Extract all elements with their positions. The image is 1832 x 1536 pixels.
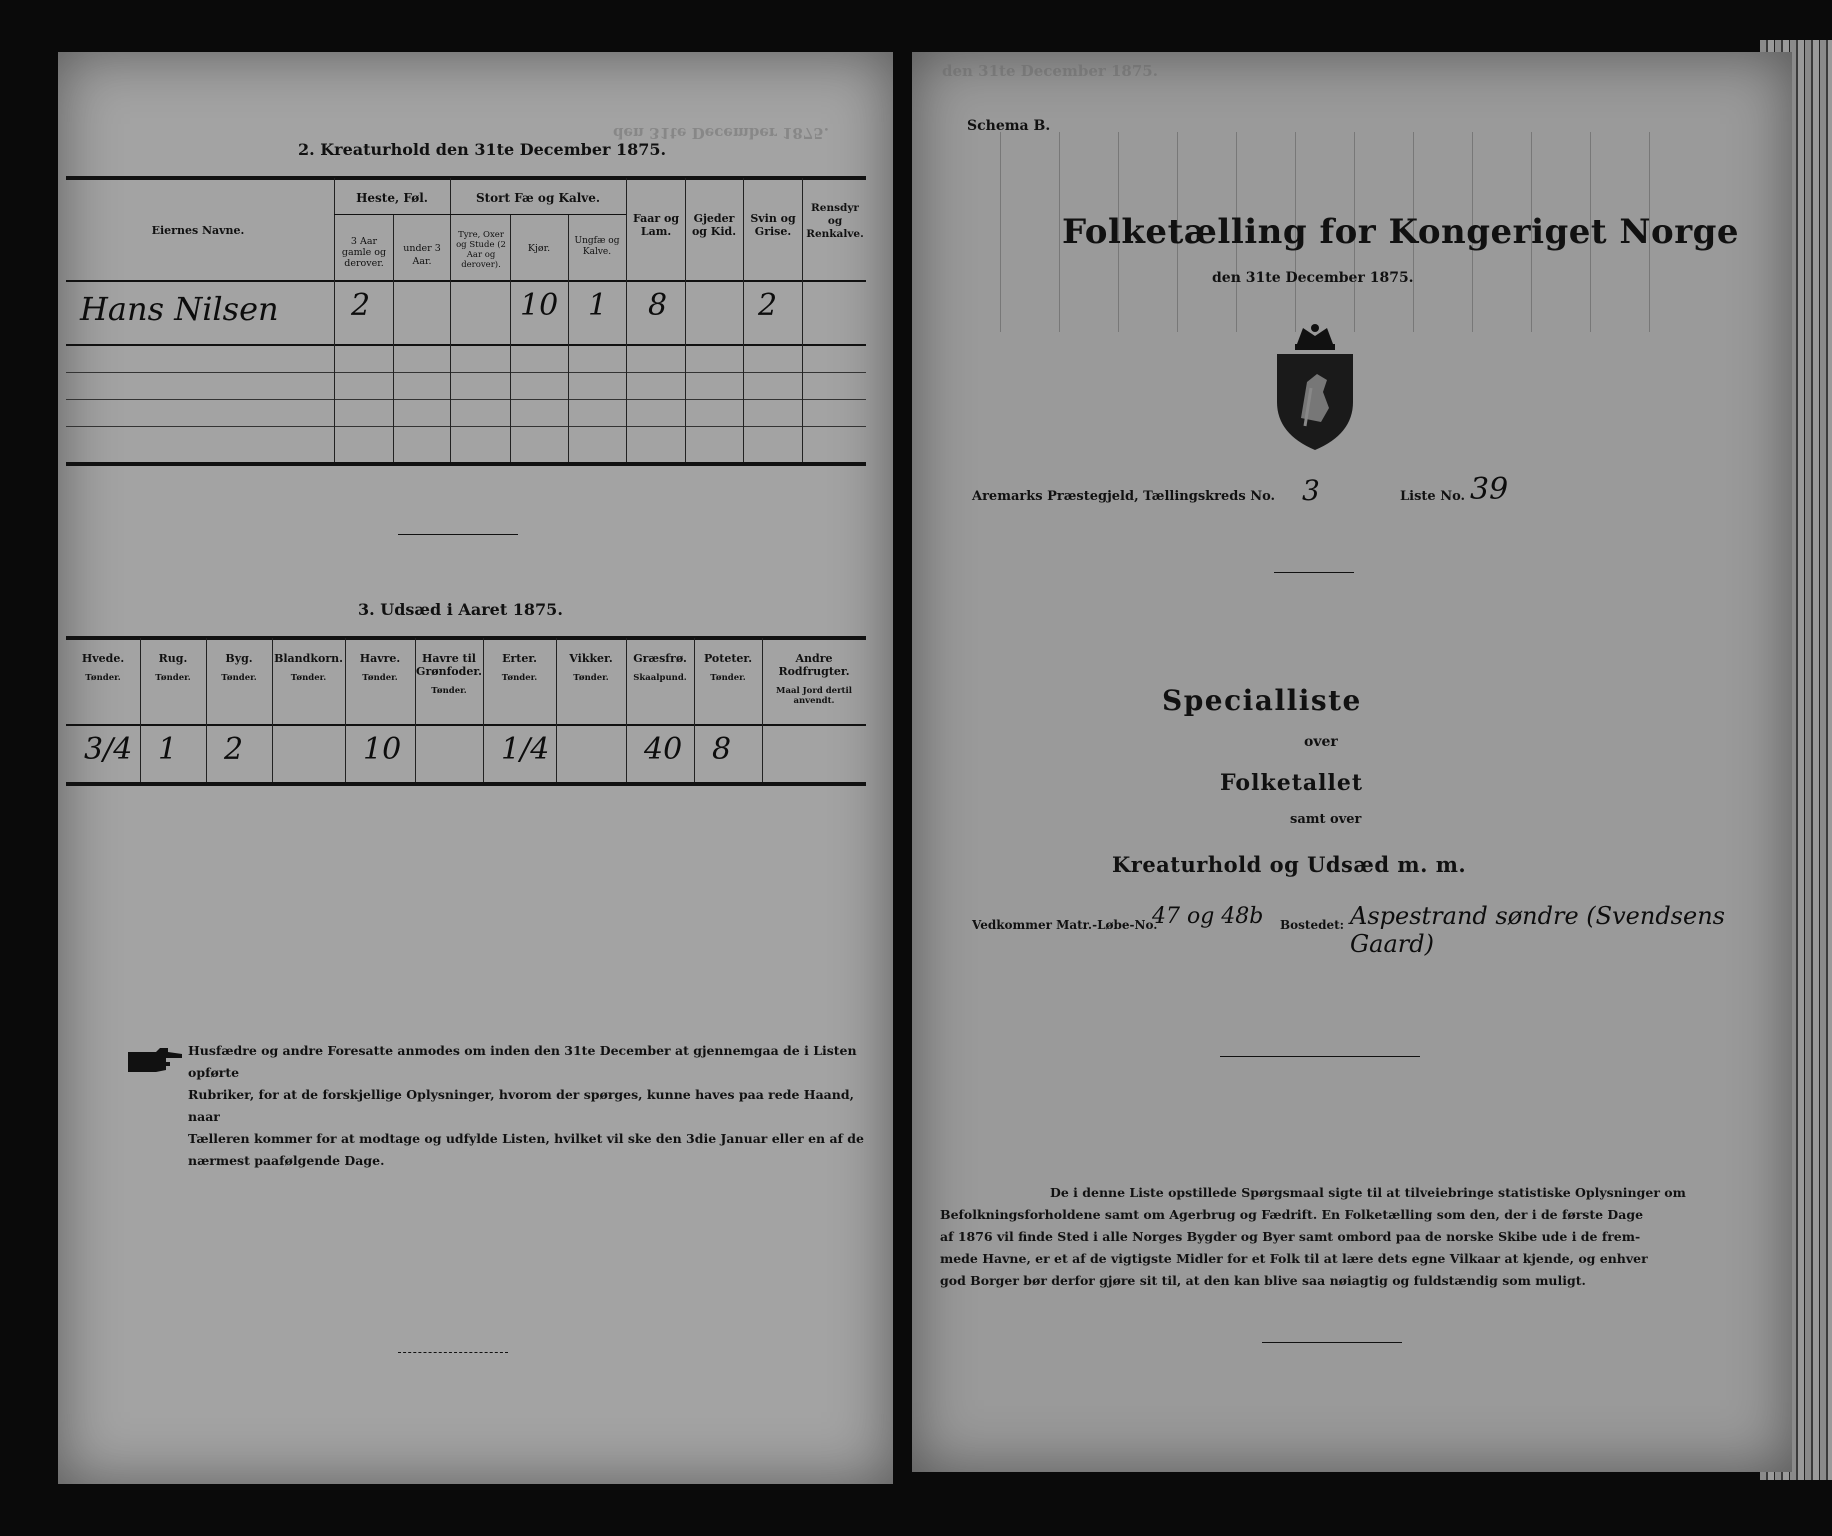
sowing-header xyxy=(272,652,345,683)
notice-line: Rubriker, for at de forskjellige Oplysninger, hvorom der spørges, kunne haves paa rede Haand, naar xyxy=(188,1087,854,1124)
horses-under3-header: under 3 Aar. xyxy=(403,243,441,267)
bleed-through-text: den 31te December 1875. xyxy=(613,124,829,142)
sowing-header-name: Byg. xyxy=(225,652,253,665)
sowing-header-unit: Tønder. xyxy=(290,673,327,683)
sowing-header-unit: Tønder. xyxy=(431,686,467,696)
divider xyxy=(1220,1056,1420,1057)
sowing-header-name: Andre Rodfrugter. xyxy=(778,652,850,678)
cows-value: 10 xyxy=(520,288,559,323)
sowing-value: 3/4 xyxy=(84,732,133,767)
sowing-value: 8 xyxy=(712,732,732,767)
horses-3yr-value: 2 xyxy=(351,288,371,323)
sowing-header-unit: Tønder. xyxy=(155,673,191,683)
folketallet-title: Folketallet xyxy=(1220,770,1363,796)
coat-of-arms-icon xyxy=(1267,322,1363,452)
right-page xyxy=(912,52,1792,1472)
cattle-young-header: Ungfæ og Kalve. xyxy=(574,236,620,257)
census-date: den 31te December 1875. xyxy=(1212,270,1414,286)
intro-line: mede Havne, er et af de vigtigste Midler for et Folk til at lære dets egne Vilkaar at kjende, og enhver xyxy=(940,1251,1648,1266)
divider xyxy=(398,534,518,535)
horses-3yr-header: 3 Aar gamle og derover. xyxy=(341,236,387,269)
schema-label: Schema B. xyxy=(967,118,1051,134)
divider xyxy=(1262,1342,1402,1343)
sowing-header xyxy=(206,652,272,683)
kreaturhold-title: Kreaturhold og Udsæd m. m. xyxy=(1112,852,1467,877)
sowing-value: 40 xyxy=(644,732,683,767)
pointing-hand-icon xyxy=(126,1046,184,1074)
sowing-header xyxy=(626,652,694,683)
sowing-header xyxy=(483,652,556,683)
owner-header: Eiernes Navne. xyxy=(151,224,245,237)
notice-line: Husfædre og andre Foresatte anmodes om inden den 31te December at gjennemgaa de i Listen opførte xyxy=(188,1043,857,1080)
sheep-header: Faar og Lam. xyxy=(632,212,680,238)
sowing-header-unit: Tønder. xyxy=(710,673,746,683)
sowing-value: 10 xyxy=(363,732,402,767)
sowing-header-name: Havre. xyxy=(359,652,401,665)
section2-title: 2. Kreaturhold den 31te December 1875. xyxy=(298,140,667,159)
divider xyxy=(398,1352,508,1353)
sowing-header-name: Blandkorn. xyxy=(274,652,343,665)
sowing-header-name: Erter. xyxy=(502,652,537,665)
notice-text xyxy=(188,1040,888,1172)
sowing-header-unit: Tønder. xyxy=(221,673,257,683)
intro-line: Befolkningsforholdene samt om Agerbrug og Fædrift. En Folketælling som den, der i de første Dage xyxy=(940,1207,1644,1222)
main-title: Folketælling for Kongeriget Norge xyxy=(1062,212,1740,252)
list-number: 39 xyxy=(1470,472,1509,507)
sowing-value: 1/4 xyxy=(501,732,550,767)
sowing-header xyxy=(762,652,866,706)
cattle-bulls-header: Tyre, Oxer og Stude (2 Aar og derover). xyxy=(456,230,506,270)
bosted-label: Bostedet: xyxy=(1280,918,1345,932)
sowing-header-name: Havre til Grønfoder. xyxy=(416,652,482,678)
young-cattle-value: 1 xyxy=(588,288,608,323)
intro-line: De i denne Liste opstillede Spørgsmaal sigte til at tilveiebringe statistiske Oplysninger om xyxy=(1050,1185,1686,1200)
matr-number: 47 og 48b xyxy=(1152,904,1264,929)
sowing-header-name: Hvede. xyxy=(81,652,125,665)
sowing-header-unit: Tønder. xyxy=(85,673,121,683)
sowing-header-name: Græsfrø. xyxy=(633,652,687,665)
sowing-header xyxy=(66,652,140,683)
sowing-header-unit: Maal Jord dertil anvendt. xyxy=(776,686,852,706)
sowing-header xyxy=(140,652,206,683)
notice-line: Tælleren kommer for at modtage og udfylde Listen, hvilket vil ske den 3die Januar eller en af de xyxy=(188,1131,864,1146)
sowing-header-name: Vikker. xyxy=(569,652,613,665)
cattle-cows-header: Kjør. xyxy=(527,243,551,254)
sowing-header xyxy=(345,652,415,683)
sowing-header xyxy=(556,652,626,683)
sowing-header xyxy=(415,652,483,696)
pigs-header: Svin og Grise. xyxy=(750,212,796,238)
specialliste-title: Specialliste xyxy=(1162,684,1362,717)
over-text: over xyxy=(1304,734,1338,750)
parish-label: Aremarks Præstegjeld, Tællingskreds No. xyxy=(972,489,1276,504)
sowing-value: 1 xyxy=(158,732,178,767)
matr-label: Vedkommer Matr.-Løbe-No. xyxy=(972,918,1158,932)
pigs-value: 2 xyxy=(758,288,778,323)
horses-header: Heste, Føl. xyxy=(356,191,428,205)
notice-line: nærmest paafølgende Dage. xyxy=(188,1153,385,1168)
sowing-header-unit: Tønder. xyxy=(362,673,398,683)
samt-over-text: samt over xyxy=(1290,812,1362,827)
owner-name-value: Hans Nilsen xyxy=(80,290,279,328)
sowing-header-unit: Tønder. xyxy=(573,673,609,683)
sheep-value: 8 xyxy=(648,288,668,323)
sowing-header-unit: Skaalpund. xyxy=(633,673,687,683)
cattle-header: Stort Fæ og Kalve. xyxy=(475,191,601,205)
sowing-header xyxy=(694,652,762,683)
sowing-header-unit: Tønder. xyxy=(501,673,538,683)
intro-line: god Borger bør derfor gjøre sit til, at den kan blive saa nøiagtig og fuldstændig som muligt. xyxy=(940,1273,1586,1288)
section3-title: 3. Udsæd i Aaret 1875. xyxy=(358,600,563,619)
district-number: 3 xyxy=(1302,474,1320,507)
intro-text xyxy=(940,1182,1770,1292)
divider xyxy=(1274,572,1354,573)
bosted-value: Aspestrand søndre (Svendsens Gaard) xyxy=(1350,902,1725,958)
sowing-header-name: Rug. xyxy=(158,652,188,665)
left-page xyxy=(58,52,893,1484)
sowing-value: 2 xyxy=(224,732,244,767)
intro-line: af 1876 vil finde Sted i alle Norges Bygder og Byer samt ombord paa de norske Skibe ude i de frem- xyxy=(940,1229,1641,1244)
bleed-through-text: den 31te December 1875. xyxy=(942,62,1158,80)
sowing-header-name: Poteter. xyxy=(703,652,753,665)
list-label: Liste No. xyxy=(1400,489,1466,504)
reindeer-header: Rensdyr og Renkalve. xyxy=(806,202,864,240)
goats-header: Gjeder og Kid. xyxy=(691,212,737,238)
